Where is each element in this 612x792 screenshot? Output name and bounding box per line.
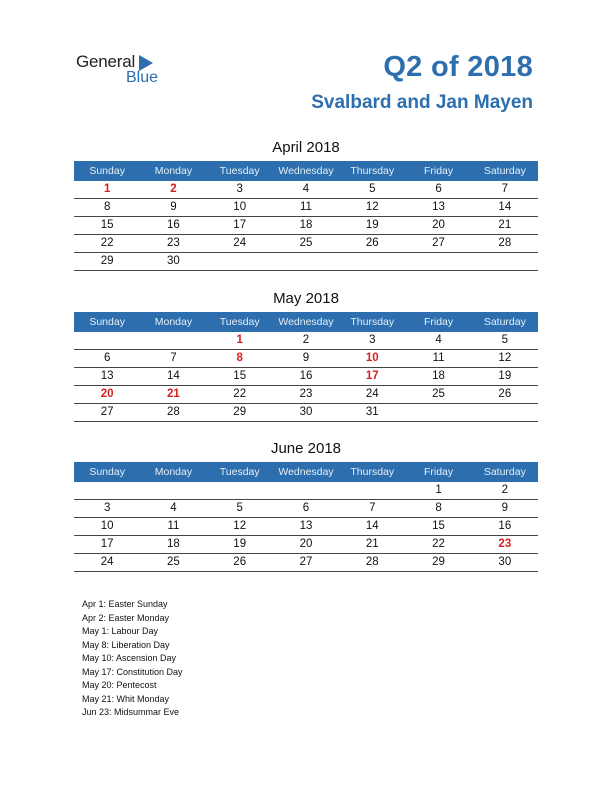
week-row (74, 554, 538, 572)
weekday-header: Sunday (89, 165, 125, 177)
holiday-day-cell: 23 (498, 538, 512, 550)
day-cell: 14 (365, 520, 379, 532)
day-cell: 19 (498, 370, 512, 382)
holiday-day-cell: 20 (100, 388, 114, 400)
logo-text-blue: Blue (126, 69, 159, 86)
week-row (74, 217, 538, 235)
weekday-header: Saturday (483, 466, 526, 478)
week-row (74, 386, 538, 404)
day-cell: 12 (498, 352, 512, 364)
day-cell: 26 (498, 388, 512, 400)
day-cell: 10 (100, 520, 114, 532)
week-row (74, 404, 538, 422)
weekday-header: Thursday (350, 316, 395, 328)
holiday-day-cell: 10 (365, 352, 379, 364)
day-cell: 8 (435, 502, 442, 514)
day-cell: 4 (435, 334, 442, 346)
day-cell: 7 (369, 502, 376, 514)
day-cell: 9 (501, 502, 509, 514)
holiday-day-cell: 1 (236, 334, 243, 346)
holiday-item: May 17: Constitution Day (82, 666, 183, 677)
week-row (74, 536, 538, 554)
holiday-day-cell: 17 (365, 370, 379, 382)
day-cell: 24 (365, 388, 379, 400)
day-cell: 15 (100, 219, 114, 231)
day-cell: 18 (432, 370, 445, 382)
brand-logo (76, 52, 186, 92)
day-cell: 22 (100, 237, 114, 249)
weekday-header: Wednesday (278, 466, 334, 478)
day-cell (207, 482, 273, 499)
day-cell: 26 (365, 237, 379, 249)
day-cell: 5 (501, 334, 509, 346)
day-cell: 3 (236, 183, 243, 195)
weekday-header: Monday (154, 165, 193, 177)
day-cell: 23 (299, 388, 313, 400)
day-cell: 28 (167, 406, 180, 418)
weekday-header: Sunday (89, 316, 125, 328)
day-cell (273, 482, 339, 499)
week-row (74, 518, 538, 536)
day-cell: 21 (365, 538, 379, 550)
day-cell: 19 (365, 219, 379, 231)
week-row (74, 235, 538, 253)
day-cell: 4 (170, 502, 177, 514)
day-cell: 30 (498, 556, 512, 568)
day-cell: 7 (170, 352, 177, 364)
weekday-header: Sunday (89, 466, 125, 478)
day-cell: 12 (233, 520, 247, 532)
weekday-header: Wednesday (278, 165, 334, 177)
day-cell: 12 (365, 201, 379, 213)
day-cell: 29 (432, 556, 445, 568)
weekday-header: Tuesday (219, 316, 260, 328)
holiday-item: May 20: Pentecost (82, 680, 157, 690)
day-cell: 4 (302, 183, 310, 195)
day-cell: 16 (167, 219, 180, 231)
weekday-header: Friday (423, 316, 454, 328)
day-cell: 30 (167, 255, 180, 267)
day-cell: 25 (167, 556, 180, 568)
day-cell: 14 (167, 370, 180, 382)
day-cell: 24 (100, 556, 114, 568)
day-cell: 20 (299, 538, 313, 550)
day-cell: 3 (103, 502, 111, 514)
weekday-header-row (74, 161, 538, 181)
holiday-day-cell: 2 (170, 183, 177, 195)
week-row (74, 199, 538, 217)
day-cell: 26 (233, 556, 247, 568)
day-cell: 17 (233, 219, 247, 231)
logo-text-general: General (76, 52, 136, 71)
weekday-header: Tuesday (219, 165, 260, 177)
day-cell: 22 (432, 538, 445, 550)
day-cell: 2 (501, 484, 509, 496)
day-cell: 16 (299, 370, 313, 382)
day-cell: 13 (100, 370, 114, 382)
day-cell: 15 (432, 520, 445, 532)
day-cell (339, 253, 405, 270)
weekday-header: Tuesday (219, 466, 260, 478)
day-cell: 31 (365, 406, 379, 418)
day-cell: 20 (432, 219, 445, 231)
holiday-item: May 10: Ascension Day (82, 653, 177, 663)
weekday-header: Monday (154, 316, 193, 328)
weekday-header: Saturday (483, 316, 526, 328)
weekday-header: Thursday (350, 466, 395, 478)
day-cell: 25 (299, 237, 313, 249)
week-row (74, 332, 538, 350)
day-cell (405, 253, 471, 270)
day-cell: 9 (302, 352, 310, 364)
holiday-day-cell: 1 (103, 183, 111, 195)
month-title: June 2018 (270, 440, 342, 457)
day-cell: 16 (498, 520, 512, 532)
day-cell (472, 253, 538, 270)
day-cell: 6 (302, 502, 310, 514)
day-cell (74, 482, 140, 499)
holiday-list (82, 598, 183, 720)
day-cell (472, 404, 538, 421)
day-cell: 3 (369, 334, 376, 346)
week-row (74, 482, 538, 500)
month-title: May 2018 (273, 290, 339, 307)
day-cell: 10 (233, 201, 247, 213)
day-cell (140, 332, 206, 349)
day-cell: 13 (299, 520, 313, 532)
day-cell: 22 (233, 388, 247, 400)
weekday-header: Wednesday (278, 316, 334, 328)
holiday-item: May 21: Whit Monday (82, 693, 170, 704)
day-cell: 1 (435, 484, 442, 496)
month-calendar-may (74, 290, 538, 422)
month-title: April 2018 (272, 139, 340, 156)
day-cell: 30 (299, 406, 313, 418)
week-row (74, 368, 538, 386)
month-calendar-june (74, 440, 538, 572)
day-cell (339, 482, 405, 499)
day-cell: 13 (432, 201, 445, 213)
day-cell: 27 (432, 237, 445, 249)
holiday-day-cell: 8 (236, 352, 243, 364)
day-cell: 24 (233, 237, 247, 249)
day-cell: 8 (103, 201, 111, 213)
weekday-header: Thursday (350, 165, 395, 177)
day-cell (74, 332, 140, 349)
day-cell: 18 (299, 219, 313, 231)
day-cell: 11 (432, 352, 445, 364)
weekday-header: Saturday (483, 165, 526, 177)
day-cell: 9 (170, 201, 177, 213)
day-cell (273, 253, 339, 270)
weekday-header: Monday (154, 466, 193, 478)
day-cell: 29 (233, 406, 247, 418)
day-cell: 28 (365, 556, 379, 568)
day-cell: 2 (302, 334, 310, 346)
page-subtitle: Svalbard and Jan Mayen (311, 92, 533, 113)
weekday-header-row (74, 312, 538, 332)
day-cell: 18 (167, 538, 180, 550)
holiday-item: May 8: Liberation Day (82, 639, 170, 650)
weekday-header: Friday (423, 466, 454, 478)
week-row (74, 253, 538, 271)
month-calendar-april (74, 139, 538, 271)
holiday-item: Apr 1: Easter Sunday (82, 599, 168, 609)
day-cell: 5 (236, 502, 243, 514)
page-title: Q2 of 2018 (383, 51, 533, 83)
day-cell (405, 404, 471, 421)
day-cell: 23 (167, 237, 180, 249)
day-cell: 11 (167, 520, 180, 532)
day-cell: 29 (100, 255, 114, 267)
day-cell: 6 (103, 352, 111, 364)
day-cell: 25 (432, 388, 445, 400)
day-cell: 14 (498, 201, 512, 213)
day-cell: 6 (435, 183, 442, 195)
day-cell: 19 (233, 538, 247, 550)
week-row (74, 181, 538, 199)
weekday-header-row (74, 462, 538, 482)
holiday-item: Apr 2: Easter Monday (82, 612, 170, 623)
week-row (74, 350, 538, 368)
day-cell: 7 (501, 183, 509, 195)
day-cell: 27 (299, 556, 313, 568)
day-cell (207, 253, 273, 270)
day-cell: 11 (300, 201, 312, 213)
day-cell: 21 (498, 219, 512, 231)
weekday-header: Friday (423, 165, 454, 177)
day-cell: 15 (233, 370, 247, 382)
holiday-item: Jun 23: Midsummar Eve (82, 707, 180, 717)
day-cell: 28 (498, 237, 512, 249)
day-cell: 27 (100, 406, 114, 418)
week-row (74, 500, 538, 518)
day-cell (140, 482, 206, 499)
day-cell: 5 (369, 183, 376, 195)
day-cell: 17 (100, 538, 114, 550)
holiday-day-cell: 21 (167, 388, 180, 400)
holiday-item: May 1: Labour Day (82, 626, 159, 636)
